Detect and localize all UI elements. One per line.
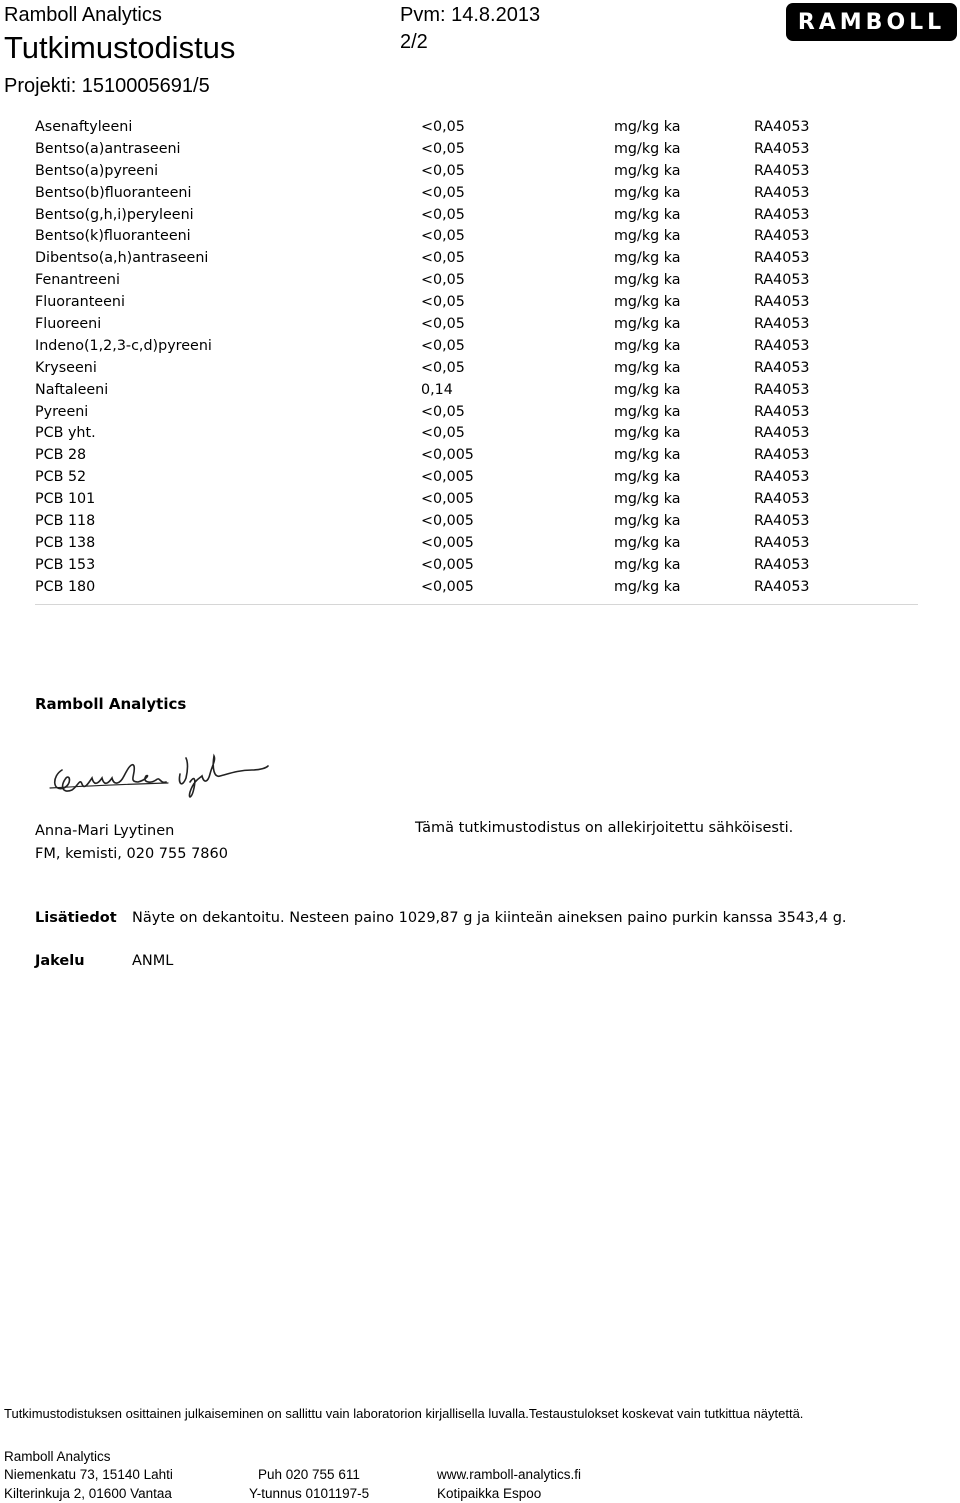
result-unit: mg/kg ka — [614, 534, 681, 551]
result-method: RA4053 — [754, 578, 810, 595]
page-number: 2/2 — [400, 31, 428, 53]
result-row — [0, 248, 960, 270]
result-unit: mg/kg ka — [614, 294, 681, 311]
result-unit: mg/kg ka — [614, 184, 681, 201]
footer-line-3 — [0, 1486, 960, 1503]
result-unit: mg/kg ka — [614, 469, 681, 486]
result-analyte: PCB yht. — [35, 425, 96, 442]
result-unit: mg/kg ka — [614, 491, 681, 508]
result-method: RA4053 — [754, 447, 810, 464]
result-value: <0,05 — [421, 337, 465, 354]
result-value: <0,005 — [421, 469, 474, 486]
result-value: <0,005 — [421, 578, 474, 595]
result-unit: mg/kg ka — [614, 359, 681, 376]
result-value: <0,05 — [421, 272, 465, 289]
result-row — [0, 183, 960, 205]
result-method: RA4053 — [754, 184, 810, 201]
result-row — [0, 423, 960, 445]
result-unit: mg/kg ka — [614, 316, 681, 333]
result-analyte: Kryseeni — [35, 359, 97, 376]
result-row — [0, 226, 960, 248]
signer-info — [35, 820, 228, 866]
result-row — [0, 270, 960, 292]
result-method: RA4053 — [754, 556, 810, 573]
result-analyte: Indeno(1,2,3-c,d)pyreeni — [35, 337, 212, 354]
signer-name: Anna-Mari Lyytinen — [35, 823, 175, 839]
result-value: <0,05 — [421, 140, 465, 157]
result-unit: mg/kg ka — [614, 140, 681, 157]
result-method: RA4053 — [754, 250, 810, 267]
result-method: RA4053 — [754, 513, 810, 530]
result-method: RA4053 — [754, 337, 810, 354]
result-row — [0, 358, 960, 380]
result-analyte: Bentso(b)fluoranteeni — [35, 184, 192, 201]
result-unit: mg/kg ka — [614, 250, 681, 267]
result-value: <0,05 — [421, 294, 465, 311]
result-unit: mg/kg ka — [614, 162, 681, 179]
result-row — [0, 467, 960, 489]
signer-title: FM, kemisti, 020 755 7860 — [35, 846, 228, 862]
footer-company: Ramboll Analytics — [4, 1449, 111, 1464]
result-analyte: Asenaftyleeni — [35, 119, 133, 135]
result-method: RA4053 — [754, 272, 810, 289]
result-analyte: PCB 101 — [35, 491, 96, 508]
result-value: <0,05 — [421, 119, 465, 135]
result-row — [0, 292, 960, 314]
result-analyte: Fluoranteeni — [35, 294, 125, 311]
result-method: RA4053 — [754, 294, 810, 311]
result-value: <0,05 — [421, 316, 465, 333]
result-value: 0,14 — [421, 381, 453, 398]
result-row — [0, 205, 960, 227]
results-divider — [35, 604, 918, 605]
result-unit: mg/kg ka — [614, 556, 681, 573]
handwritten-signature — [48, 748, 270, 800]
result-unit: mg/kg ka — [614, 206, 681, 223]
distribution-label: Jakelu — [35, 953, 85, 969]
result-analyte: Fluoreeni — [35, 316, 102, 333]
additional-info-label: Lisätiedot — [35, 910, 117, 926]
result-unit: mg/kg ka — [614, 272, 681, 289]
result-analyte: Fenantreeni — [35, 272, 120, 289]
result-row — [0, 533, 960, 555]
result-row — [0, 117, 960, 139]
result-unit: mg/kg ka — [614, 337, 681, 354]
lab-name: Ramboll Analytics — [4, 4, 162, 26]
result-analyte: Pyreeni — [35, 403, 89, 420]
footer-website-link[interactable]: www.ramboll-analytics.fi — [437, 1467, 582, 1482]
result-method: RA4053 — [754, 140, 810, 157]
footer-domicile: Kotipaikka Espoo — [437, 1486, 542, 1501]
result-row — [0, 489, 960, 511]
result-analyte: Dibentso(a,h)antraseeni — [35, 250, 209, 267]
result-unit: mg/kg ka — [614, 578, 681, 595]
footer-address-lahti: Niemenkatu 73, 15140 Lahti — [4, 1467, 173, 1482]
result-value: <0,05 — [421, 359, 465, 376]
result-unit: mg/kg ka — [614, 425, 681, 442]
result-row — [0, 555, 960, 577]
result-row — [0, 511, 960, 533]
document-date: Pvm: 14.8.2013 — [400, 4, 541, 26]
result-method: RA4053 — [754, 425, 810, 442]
footer-phone: Puh 020 755 611 — [258, 1467, 360, 1482]
result-method: RA4053 — [754, 316, 810, 333]
footer-business-id: Y-tunnus 0101197-5 — [249, 1486, 370, 1501]
result-unit: mg/kg ka — [614, 228, 681, 245]
result-row — [0, 161, 960, 183]
additional-info-text: Näyte on dekantoitu. Nesteen paino 1029,87 g ja kiinteän aineksen paino purkin kanssa 3543,4 g. — [132, 910, 847, 926]
document-title: Tutkimustodistus — [4, 30, 236, 65]
results-table — [0, 117, 960, 599]
result-row — [0, 139, 960, 161]
result-method: RA4053 — [754, 469, 810, 486]
distribution-text: ANML — [132, 953, 174, 969]
result-row — [0, 402, 960, 424]
result-analyte: Bentso(a)antraseeni — [35, 140, 181, 157]
result-analyte: PCB 180 — [35, 578, 96, 595]
result-analyte: Bentso(k)fluoranteeni — [35, 228, 191, 245]
result-method: RA4053 — [754, 534, 810, 551]
footer-line-1 — [0, 1449, 960, 1466]
result-unit: mg/kg ka — [614, 447, 681, 464]
result-value: <0,05 — [421, 184, 465, 201]
result-row — [0, 314, 960, 336]
distribution — [35, 953, 173, 969]
result-value: <0,005 — [421, 447, 474, 464]
result-value: <0,05 — [421, 206, 465, 223]
result-analyte: Naftaleeni — [35, 381, 109, 398]
result-analyte: PCB 118 — [35, 513, 96, 530]
footer-address-vantaa: Kilterinkuja 2, 01600 Vantaa — [4, 1486, 172, 1501]
result-analyte: Bentso(a)pyreeni — [35, 162, 159, 179]
project-number: Projekti: 1510005691/5 — [4, 75, 210, 97]
result-method: RA4053 — [754, 403, 810, 420]
additional-info — [35, 910, 847, 926]
footer-disclaimer: Tutkimustodistuksen osittainen julkaiseminen on sallittu vain laboratorion kirjallisella luvalla.Testaustulokset koskevat vain tutkittua näytettä. — [4, 1406, 804, 1421]
result-row — [0, 380, 960, 402]
result-unit: mg/kg ka — [614, 381, 681, 398]
signature-company: Ramboll Analytics — [35, 695, 187, 713]
result-value: <0,005 — [421, 491, 474, 508]
result-method: RA4053 — [754, 119, 810, 135]
result-method: RA4053 — [754, 491, 810, 508]
result-row — [0, 336, 960, 358]
result-value: <0,005 — [421, 513, 474, 530]
result-unit: mg/kg ka — [614, 513, 681, 530]
result-method: RA4053 — [754, 228, 810, 245]
result-unit: mg/kg ka — [614, 403, 681, 420]
result-analyte: PCB 153 — [35, 556, 96, 573]
result-row — [0, 445, 960, 467]
result-value: <0,05 — [421, 403, 465, 420]
result-value: <0,05 — [421, 250, 465, 267]
result-unit: mg/kg ka — [614, 119, 681, 135]
ramboll-logo: RAMBOLL — [786, 3, 957, 41]
result-method: RA4053 — [754, 206, 810, 223]
result-value: <0,05 — [421, 425, 465, 442]
result-value: <0,05 — [421, 228, 465, 245]
result-method: RA4053 — [754, 381, 810, 398]
result-analyte: PCB 52 — [35, 469, 87, 486]
result-analyte: PCB 28 — [35, 447, 87, 464]
result-value: <0,005 — [421, 556, 474, 573]
result-row — [0, 577, 960, 599]
result-method: RA4053 — [754, 359, 810, 376]
footer-line-2 — [0, 1467, 960, 1484]
electronic-signature-note: Tämä tutkimustodistus on allekirjoitettu sähköisesti. — [415, 820, 794, 836]
result-analyte: PCB 138 — [35, 534, 96, 551]
result-method: RA4053 — [754, 162, 810, 179]
result-analyte: Bentso(g,h,i)peryleeni — [35, 206, 194, 223]
result-value: <0,05 — [421, 162, 465, 179]
result-value: <0,005 — [421, 534, 474, 551]
